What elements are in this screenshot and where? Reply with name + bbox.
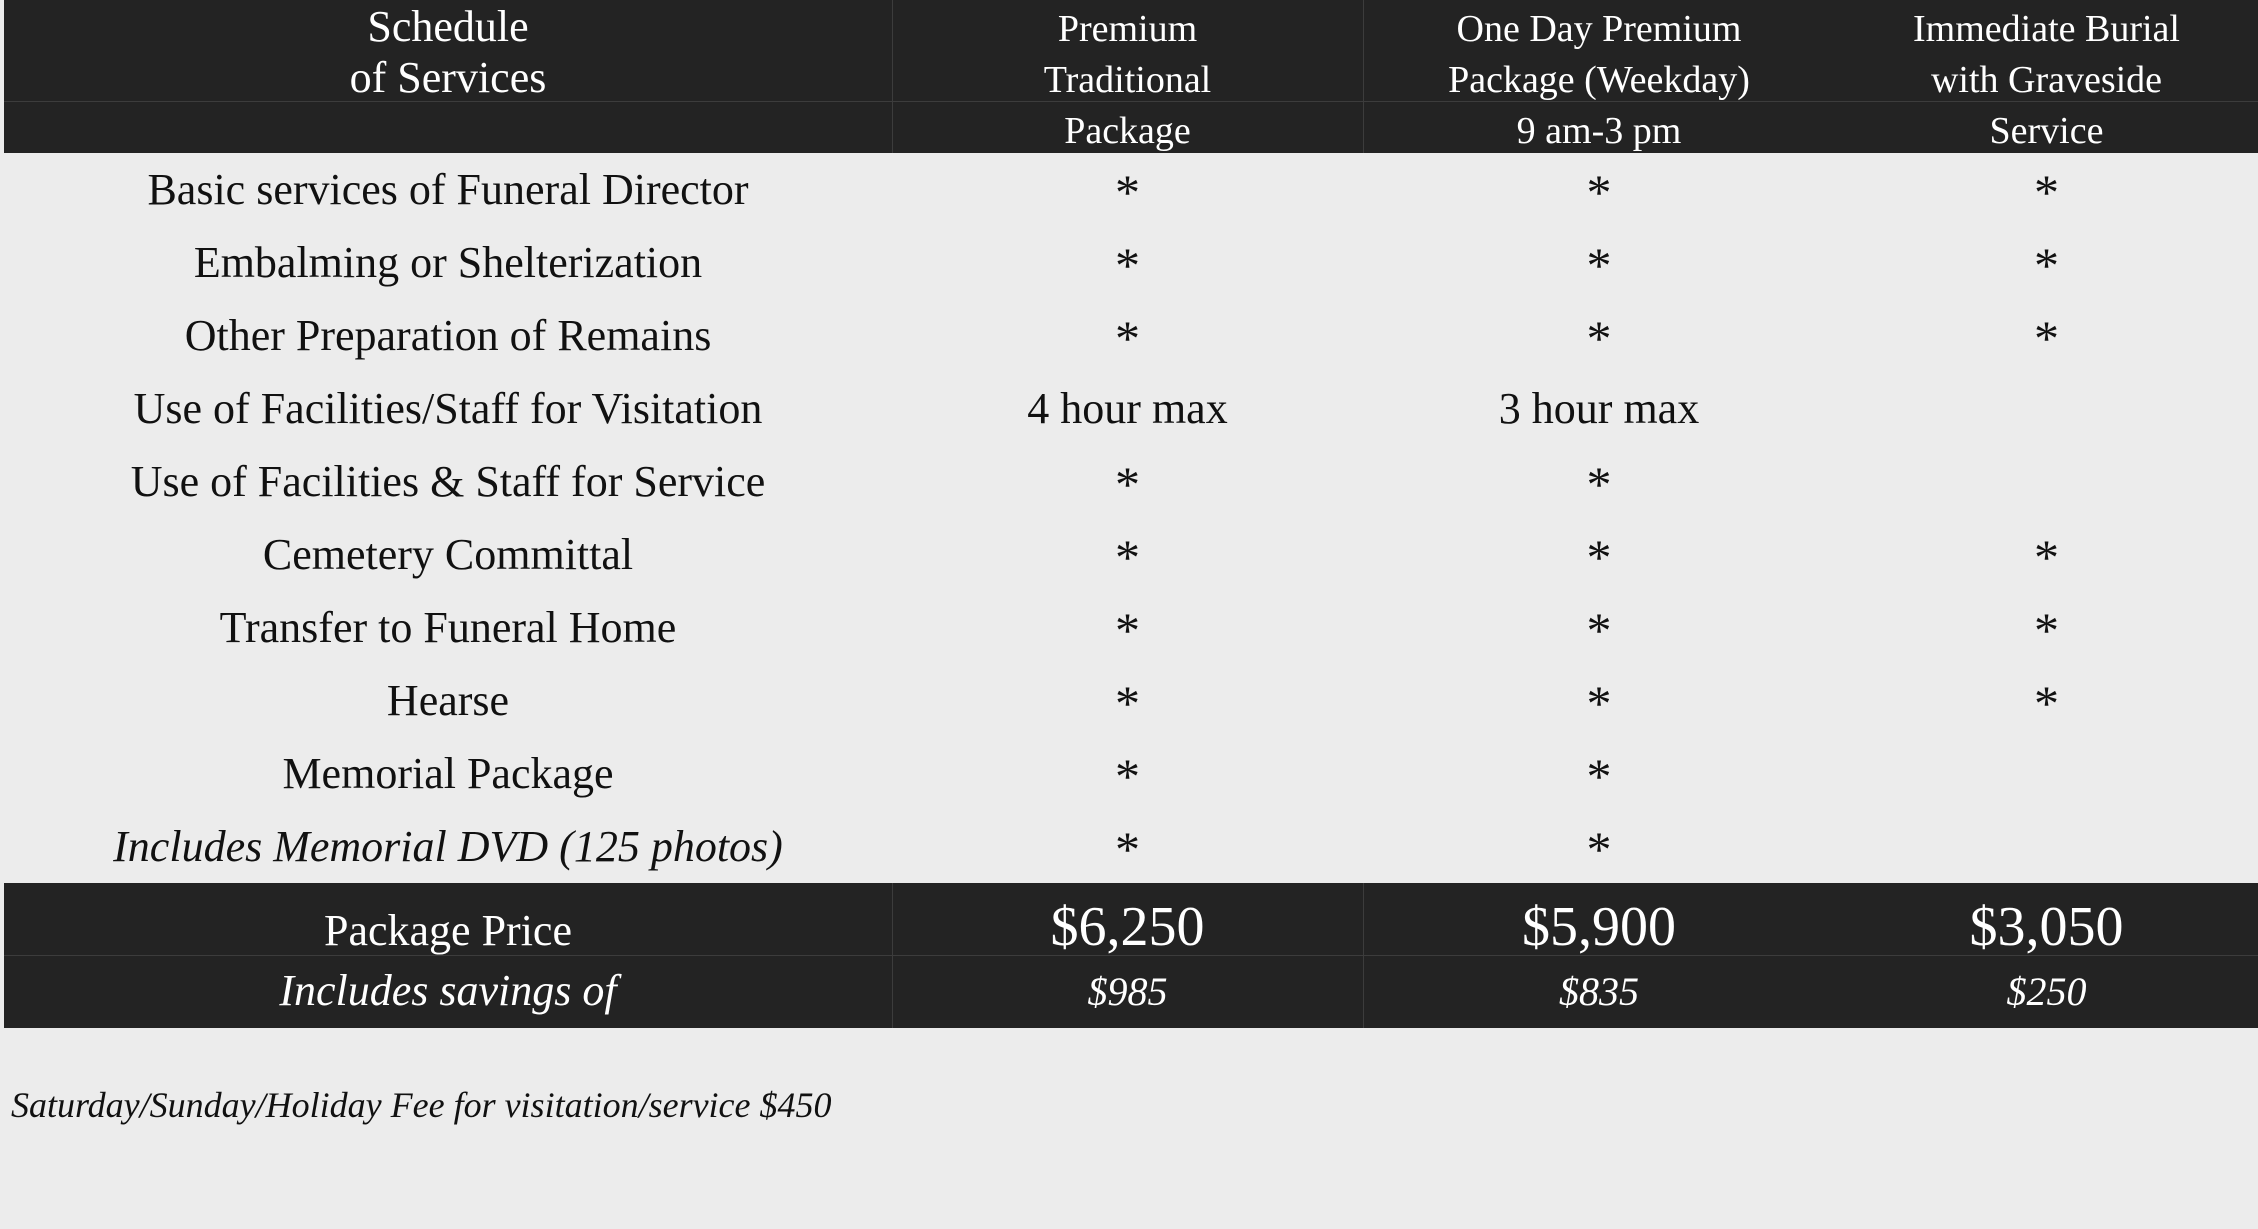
included-mark: * [1586,675,1612,731]
service-row [4,226,2258,299]
package-header-immediate-burial [1835,4,2258,157]
service-label: Basic services of Funeral Director [147,165,749,214]
service-label: Cemetery Committal [262,530,634,579]
package-header-line: Premium [1057,8,1198,50]
schedule-title-line1: Schedule [367,2,529,51]
weekend-fee-note: Saturday/Sunday/Holiday Fee for visitation/service $450 [11,1085,832,1125]
savings-immediate-burial: $250 [2006,969,2087,1014]
service-row [4,591,2258,664]
package-header-one-day-premium [1363,4,1835,157]
services-list [4,153,2258,883]
service-value: 3 hour max [1498,384,1700,433]
price-one-day-premium: $5,900 [1522,896,1676,958]
service-label: Embalming or Shelterization [193,238,703,287]
included-mark: * [1586,821,1612,877]
service-row [4,445,2258,518]
package-header-line: 9 am-3 pm [1516,110,1682,152]
package-header-line: Service [1989,110,2104,152]
service-row [4,810,2258,883]
service-row [4,664,2258,737]
savings-label: Includes savings of [279,966,617,1015]
included-mark: * [2034,675,2059,731]
included-mark: * [1115,748,1140,804]
pricing-band [4,883,2258,1028]
service-value: 4 hour max [1027,384,1228,433]
included-mark: * [1115,237,1140,293]
included-mark: * [2034,237,2059,293]
service-row [4,518,2258,591]
package-header-line: Immediate Burial [1913,8,2180,50]
price-premium-traditional: $6,250 [1050,896,1205,958]
table-header [4,0,2258,153]
included-mark: * [1586,237,1612,293]
price-sheet [4,0,2258,1226]
included-mark: * [1115,821,1140,877]
savings-one-day-premium: $835 [1559,969,1639,1014]
included-mark: * [2034,310,2059,366]
service-label: Use of Facilities/Staff for Visitation [133,384,763,433]
service-row [4,153,2258,226]
included-mark: * [1115,675,1140,731]
package-header-line: Package (Weekday) [1448,59,1750,101]
included-mark: * [2034,529,2059,585]
service-label: Memorial Package [282,749,614,798]
package-price-label: Package Price [324,906,572,955]
package-header-line: Package [1064,110,1191,152]
price-immediate-burial: $3,050 [1969,896,2124,958]
service-row [4,299,2258,372]
service-row [4,372,2258,445]
included-mark: * [1586,602,1612,658]
service-row [4,737,2258,810]
schedule-title-line2: of Services [349,53,547,102]
included-mark: * [1586,164,1612,220]
package-header-line: One Day Premium [1456,8,1742,50]
service-label: Transfer to Funeral Home [219,603,677,652]
included-mark: * [1586,748,1612,804]
included-mark: * [1115,456,1140,512]
savings-premium-traditional: $985 [1087,969,1168,1014]
included-mark: * [1115,602,1140,658]
package-header-line: with Graveside [1930,59,2163,101]
included-mark: * [2034,164,2059,220]
service-label: Use of Facilities & Staff for Service [130,457,766,506]
service-label: Hearse [386,676,510,725]
service-label: Includes Memorial DVD (125 photos) [113,822,783,871]
package-header-line: Traditional [1043,59,1212,101]
schedule-title [4,0,892,103]
included-mark: * [1586,529,1612,585]
included-mark: * [2034,602,2059,658]
included-mark: * [1115,529,1140,585]
included-mark: * [1115,164,1140,220]
included-mark: * [1586,310,1612,366]
included-mark: * [1586,456,1612,512]
service-label: Other Preparation of Remains [184,311,712,360]
included-mark: * [1115,310,1140,366]
package-header-premium-traditional [892,4,1363,157]
